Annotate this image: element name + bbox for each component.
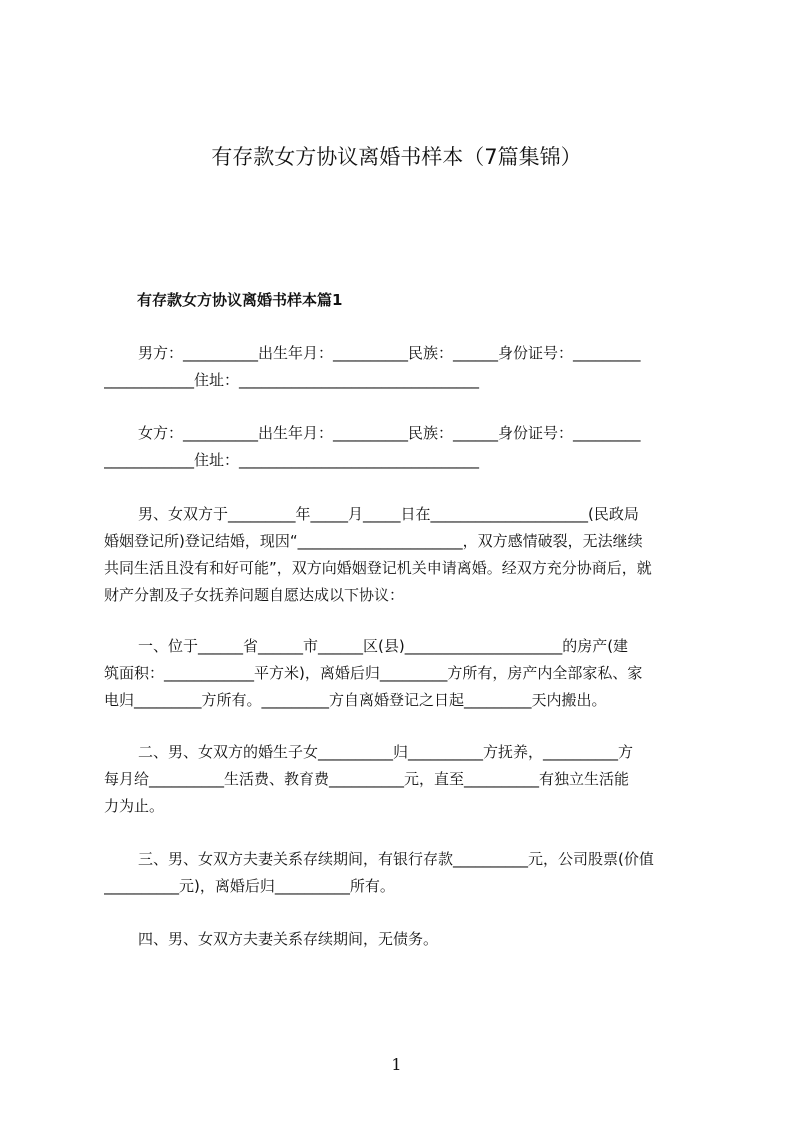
text-line: 女方：__________出生年月：__________民族：______身份证号：_________ [138,424,641,442]
female-party-info [104,420,702,474]
text-line: 二、男、女双方的婚生子女__________归__________方抚养，__________方 [138,743,634,761]
text-line: __________元)，离婚后归__________所有。 [104,877,395,895]
text-line: ____________住址：________________________________ [104,451,480,469]
text-line: 婚姻登记所)登记结婚，现因“______________________，双方感情破裂，无法继续 [104,532,643,550]
text-line: 四、男、女双方夫妻关系存续期间，无债务。 [138,930,439,948]
text-line: 男方：__________出生年月：__________民族：______身份证号：_________ [138,344,641,362]
text-line: 财产分割及子女抚养问题自愿达成以下协议： [104,586,405,604]
text-line: 电归_________方所有。_________方自离婚登记之日起_________天内搬出。 [104,691,607,709]
clause-two-children [104,739,702,820]
text-line: ____________住址：________________________________ [104,371,480,389]
text-line: 一、位于______省______市______区(县)_____________________的房产(建 [138,637,629,655]
clause-one-property [104,633,702,714]
text-line: 三、男、女双方夫妻关系存续期间，有银行存款__________元，公司股票(价值 [138,850,654,868]
text-line: 每月给__________生活费、教育费__________元，直至__________有独立生活能 [104,770,630,788]
male-party-info [104,340,702,394]
clause-four-debts [104,926,702,953]
text-line: 男、女双方于_________年_____月_____日在_____________________(民政局 [138,505,639,523]
marriage-statement [104,501,702,609]
text-line: 力为止。 [104,797,165,815]
text-line: 筑面积：____________平方米)，离婚后归_________方所有，房产内全部家私、家 [104,664,643,682]
document-title: 有存款女方协议离婚书样本（7篇集锦） [211,145,582,169]
page-number: 1 [391,1055,402,1074]
clause-three-savings [104,846,702,900]
section-heading: 有存款女方协议离婚书样本篇1 [137,291,343,309]
text-line: 共同生活且没有和好可能”，双方向婚姻登记机关申请离婚。经双方充分协商后，就 [104,559,652,577]
